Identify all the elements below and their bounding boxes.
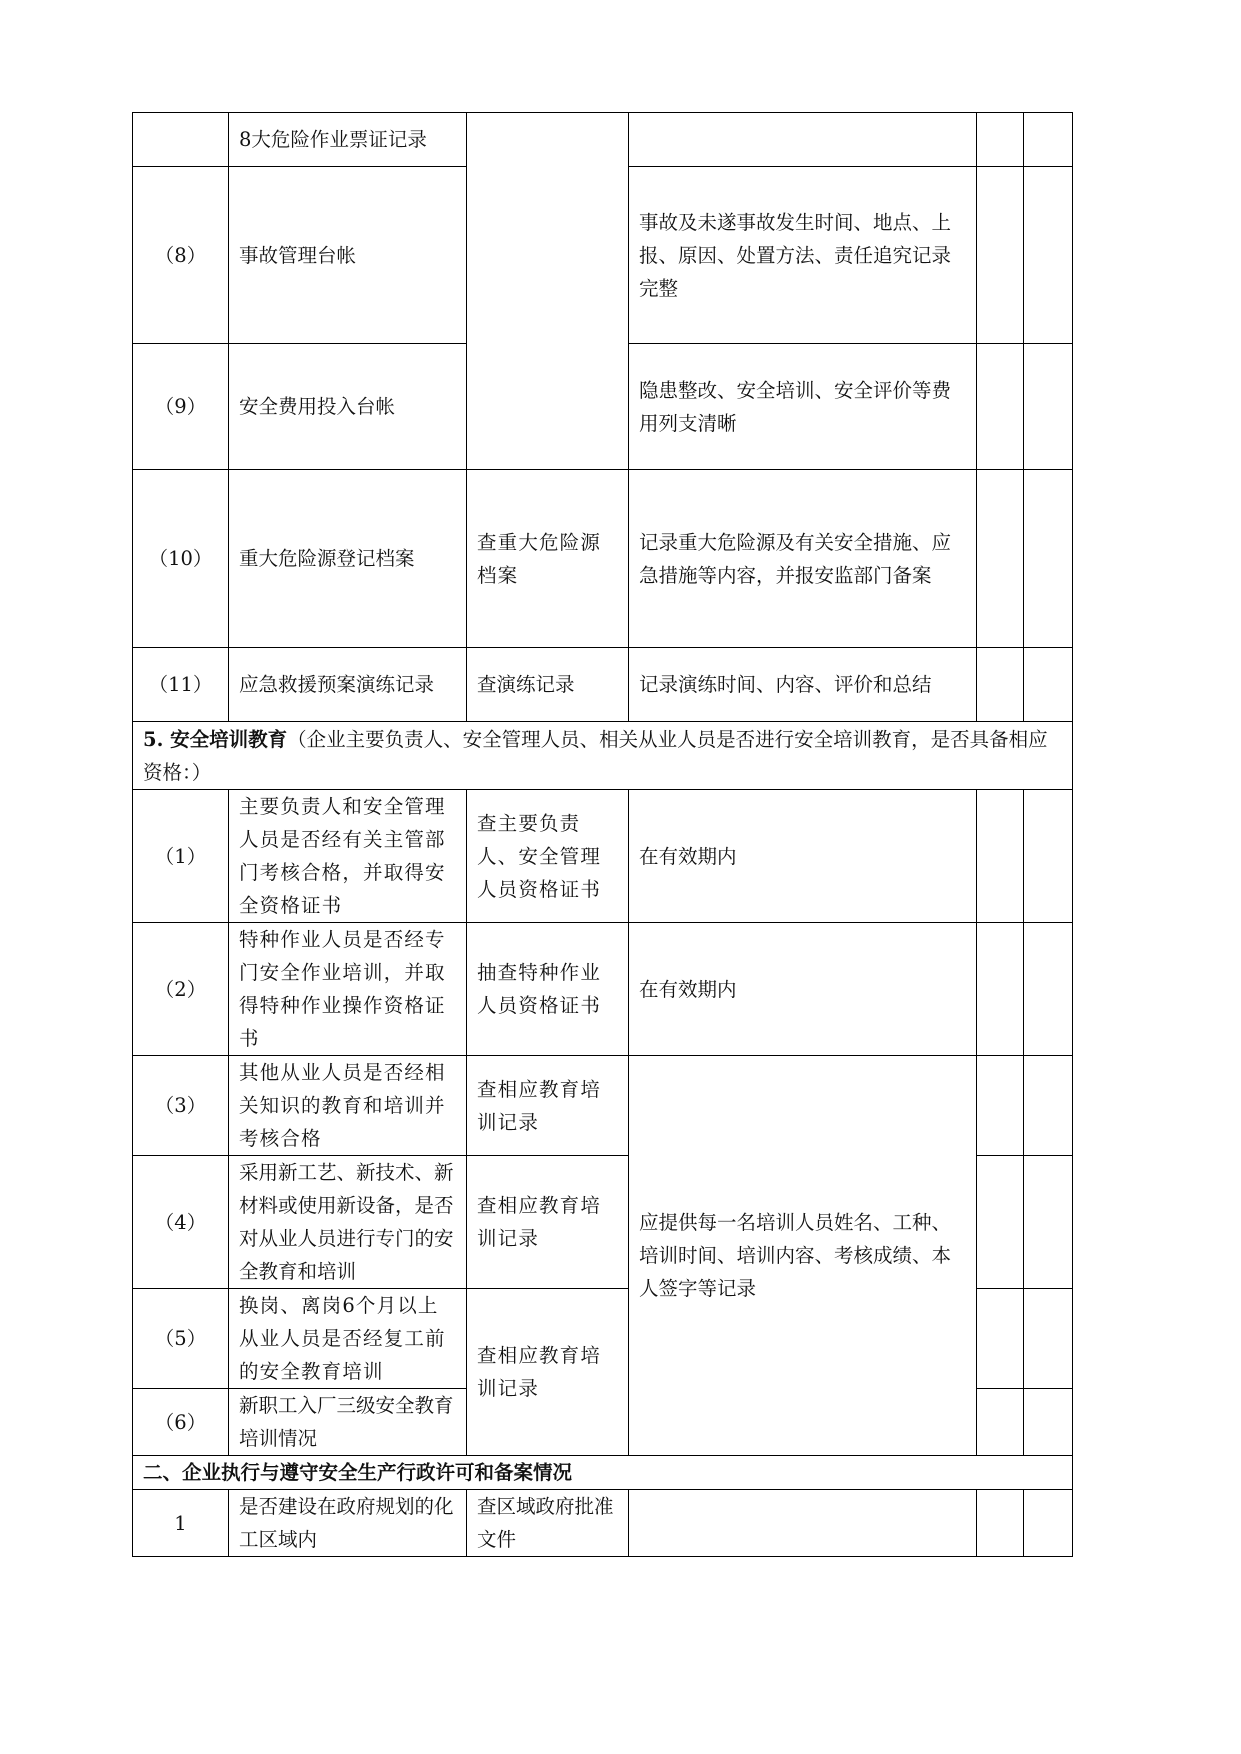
item-cell: 8大危险作业票证记录	[229, 113, 467, 167]
method-cell: 抽查特种作业人员资格证书	[467, 923, 629, 1056]
standard-cell: 事故及未遂事故发生时间、地点、上报、原因、处置方法、责任追究记录完整	[629, 167, 977, 344]
section-5-title: 5. 安全培训教育	[143, 727, 288, 751]
remark-cell	[1024, 1289, 1073, 1389]
section-header-row	[133, 1456, 1073, 1490]
result-cell	[977, 470, 1024, 648]
item-cell: 重大危险源登记档案	[229, 470, 467, 648]
row-number: （6）	[133, 1389, 229, 1456]
row-number: （8）	[133, 167, 229, 344]
row-number: （2）	[133, 923, 229, 1056]
method-cell: 查相应教育培训记录	[467, 1289, 629, 1456]
remark-cell	[1024, 470, 1073, 648]
item-cell: 新职工入厂三级安全教育培训情况	[229, 1389, 467, 1456]
result-cell	[977, 1289, 1024, 1389]
item-cell: 特种作业人员是否经专门安全作业培训，并取得特种作业操作资格证书	[229, 923, 467, 1056]
row-number: （3）	[133, 1056, 229, 1156]
remark-cell	[1024, 1156, 1073, 1289]
result-cell	[977, 1490, 1024, 1557]
remark-cell	[1024, 113, 1073, 167]
result-cell	[977, 1389, 1024, 1456]
remark-cell	[1024, 1389, 1073, 1456]
row-number: （1）	[133, 790, 229, 923]
remark-cell	[1024, 344, 1073, 470]
remark-cell	[1024, 167, 1073, 344]
remark-cell	[1024, 790, 1073, 923]
table-row	[133, 1490, 1073, 1557]
row-number-cell	[133, 113, 229, 167]
standard-cell-empty	[629, 1490, 977, 1557]
item-cell: 应急救援预案演练记录	[229, 648, 467, 722]
method-cell-empty	[467, 113, 629, 470]
result-cell	[977, 648, 1024, 722]
result-cell	[977, 1156, 1024, 1289]
standard-cell: 在有效期内	[629, 790, 977, 923]
section-5-header	[133, 722, 1073, 790]
result-cell	[977, 344, 1024, 470]
remark-cell	[1024, 923, 1073, 1056]
method-cell: 查重大危险源档案	[467, 470, 629, 648]
item-cell: 是否建设在政府规划的化工区域内	[229, 1490, 467, 1557]
standard-cell: 隐患整改、安全培训、安全评价等费用列支清晰	[629, 344, 977, 470]
section-5-note: （企业主要负责人、安全管理人员、相关从业人员是否进行安全培训教育，是否具备相应资格：）	[143, 727, 1048, 784]
result-cell	[977, 1056, 1024, 1156]
item-cell: 主要负责人和安全管理人员是否经有关主管部门考核合格，并取得安全资格证书	[229, 790, 467, 923]
table-row	[133, 1056, 1073, 1156]
row-number: （4）	[133, 1156, 229, 1289]
item-cell: 安全费用投入台帐	[229, 344, 467, 470]
row-number: （9）	[133, 344, 229, 470]
section-header-row	[133, 722, 1073, 790]
result-cell	[977, 790, 1024, 923]
item-cell: 其他从业人员是否经相关知识的教育和培训并考核合格	[229, 1056, 467, 1156]
remark-cell	[1024, 1056, 1073, 1156]
standard-cell-empty	[629, 113, 977, 167]
result-cell	[977, 923, 1024, 1056]
item-cell: 换岗、离岗6个月以上从业人员是否经复工前的安全教育培训	[229, 1289, 467, 1389]
method-cell: 查相应教育培训记录	[467, 1056, 629, 1156]
table-row	[133, 790, 1073, 923]
item-cell: 采用新工艺、新技术、新材料或使用新设备，是否对从业人员进行专门的安全教育和培训	[229, 1156, 467, 1289]
remark-cell	[1024, 1490, 1073, 1557]
section-2-title: 二、企业执行与遵守安全生产行政许可和备案情况	[133, 1456, 1073, 1490]
result-cell	[977, 113, 1024, 167]
row-number: （11）	[133, 648, 229, 722]
inspection-table	[132, 112, 1073, 1557]
method-cell: 查主要负责人、安全管理人员资格证书	[467, 790, 629, 923]
standard-cell: 记录演练时间、内容、评价和总结	[629, 648, 977, 722]
remark-cell	[1024, 648, 1073, 722]
row-number: （5）	[133, 1289, 229, 1389]
table-row	[133, 923, 1073, 1056]
standard-cell-merged: 应提供每一名培训人员姓名、工种、培训时间、培训内容、考核成绩、本人签字等记录	[629, 1056, 977, 1456]
standard-cell: 在有效期内	[629, 923, 977, 1056]
result-cell	[977, 167, 1024, 344]
row-number: （10）	[133, 470, 229, 648]
method-cell: 查相应教育培训记录	[467, 1156, 629, 1289]
row-number: 1	[133, 1490, 229, 1557]
method-cell: 查演练记录	[467, 648, 629, 722]
table-row	[133, 113, 1073, 167]
item-cell: 事故管理台帐	[229, 167, 467, 344]
method-cell: 查区域政府批准文件	[467, 1490, 629, 1557]
standard-cell: 记录重大危险源及有关安全措施、应急措施等内容，并报安监部门备案	[629, 470, 977, 648]
table-row	[133, 648, 1073, 722]
table-row	[133, 470, 1073, 648]
